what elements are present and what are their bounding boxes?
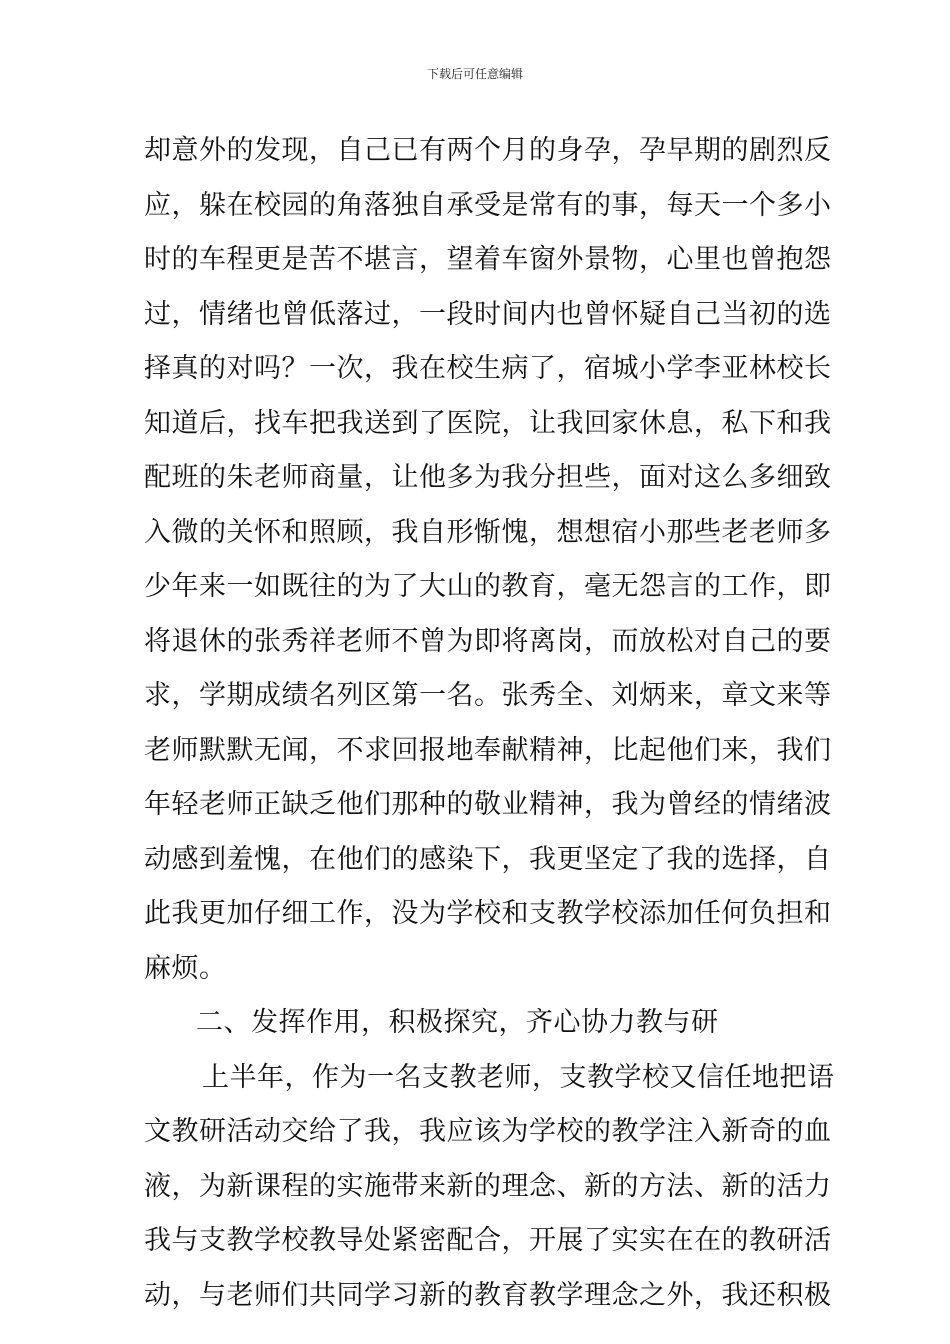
text-line: 少年来一如既往的为了大山的教育，毫无怨言的工作，即 xyxy=(144,571,832,602)
text-line: 却意外的发现，自己已有两个月的身孕，孕早期的剧烈反 xyxy=(144,135,832,166)
text-line: 求，学期成绩名列区第一名。张秀全、刘炳来，章文来等 xyxy=(144,680,832,711)
text-line: 入微的关怀和照顾，我自形惭愧，想想宿小那些老老师多 xyxy=(144,516,832,548)
text-line: 液，为新课程的实施带来新的理念、新的方法、新的活力 xyxy=(144,1170,832,1202)
text-line: 择真的对吗？一次，我在校生病了，宿城小学李亚林校长 xyxy=(144,353,832,384)
text-line: 动感到羞愧，在他们的感染下，我更坚定了我的选择，自 xyxy=(144,843,832,875)
text-line: 文教研活动交给了我，我应该为学校的教学注入新奇的血 xyxy=(144,1116,832,1147)
text-line: 我与支教学校教导处紧密配合，开展了实实在在的教研活 xyxy=(144,1225,832,1256)
text-line: 老师默默无闻，不求回报地奉献精神，比起他们来，我们 xyxy=(144,734,832,766)
text-line: 麻烦。 xyxy=(144,952,227,984)
text-line: 将退休的张秀祥老师不曾为即将离岗，而放松对自己的要 xyxy=(144,625,832,657)
text-line: 动，与老师们共同学习新的教育教学理念之外，我还积极 xyxy=(144,1279,832,1311)
text-line: 应，躲在校园的角落独自承受是常有的事，每天一个多小 xyxy=(144,189,832,221)
text-line: 配班的朱老师商量，让他多为我分担些，面对这么多细致 xyxy=(144,462,832,493)
text-line: 此我更加仔细工作，没为学校和支教学校添加任何负担和 xyxy=(144,898,832,929)
paragraph-first-line: 上半年，作为一名支教老师，支教学校又信任地把语 xyxy=(202,1061,835,1093)
text-line: 年轻老师正缺乏他们那种的敬业精神，我为曾经的情绪波 xyxy=(144,789,832,820)
section-heading: 二、发挥作用，积极探究，齐心协力教与研 xyxy=(196,1007,719,1038)
document-body xyxy=(144,124,835,1323)
text-line: 过，情绪也曾低落过，一段时间内也曾怀疑自己当初的选 xyxy=(144,298,832,330)
text-line: 知道后，找车把我送到了医院，让我回家休息，私下和我 xyxy=(144,407,832,439)
page-header: 下载后可任意编辑 xyxy=(426,67,523,81)
text-line: 时的车程更是苦不堪言，望着车窗外景物，心里也曾抱怨 xyxy=(144,244,832,275)
